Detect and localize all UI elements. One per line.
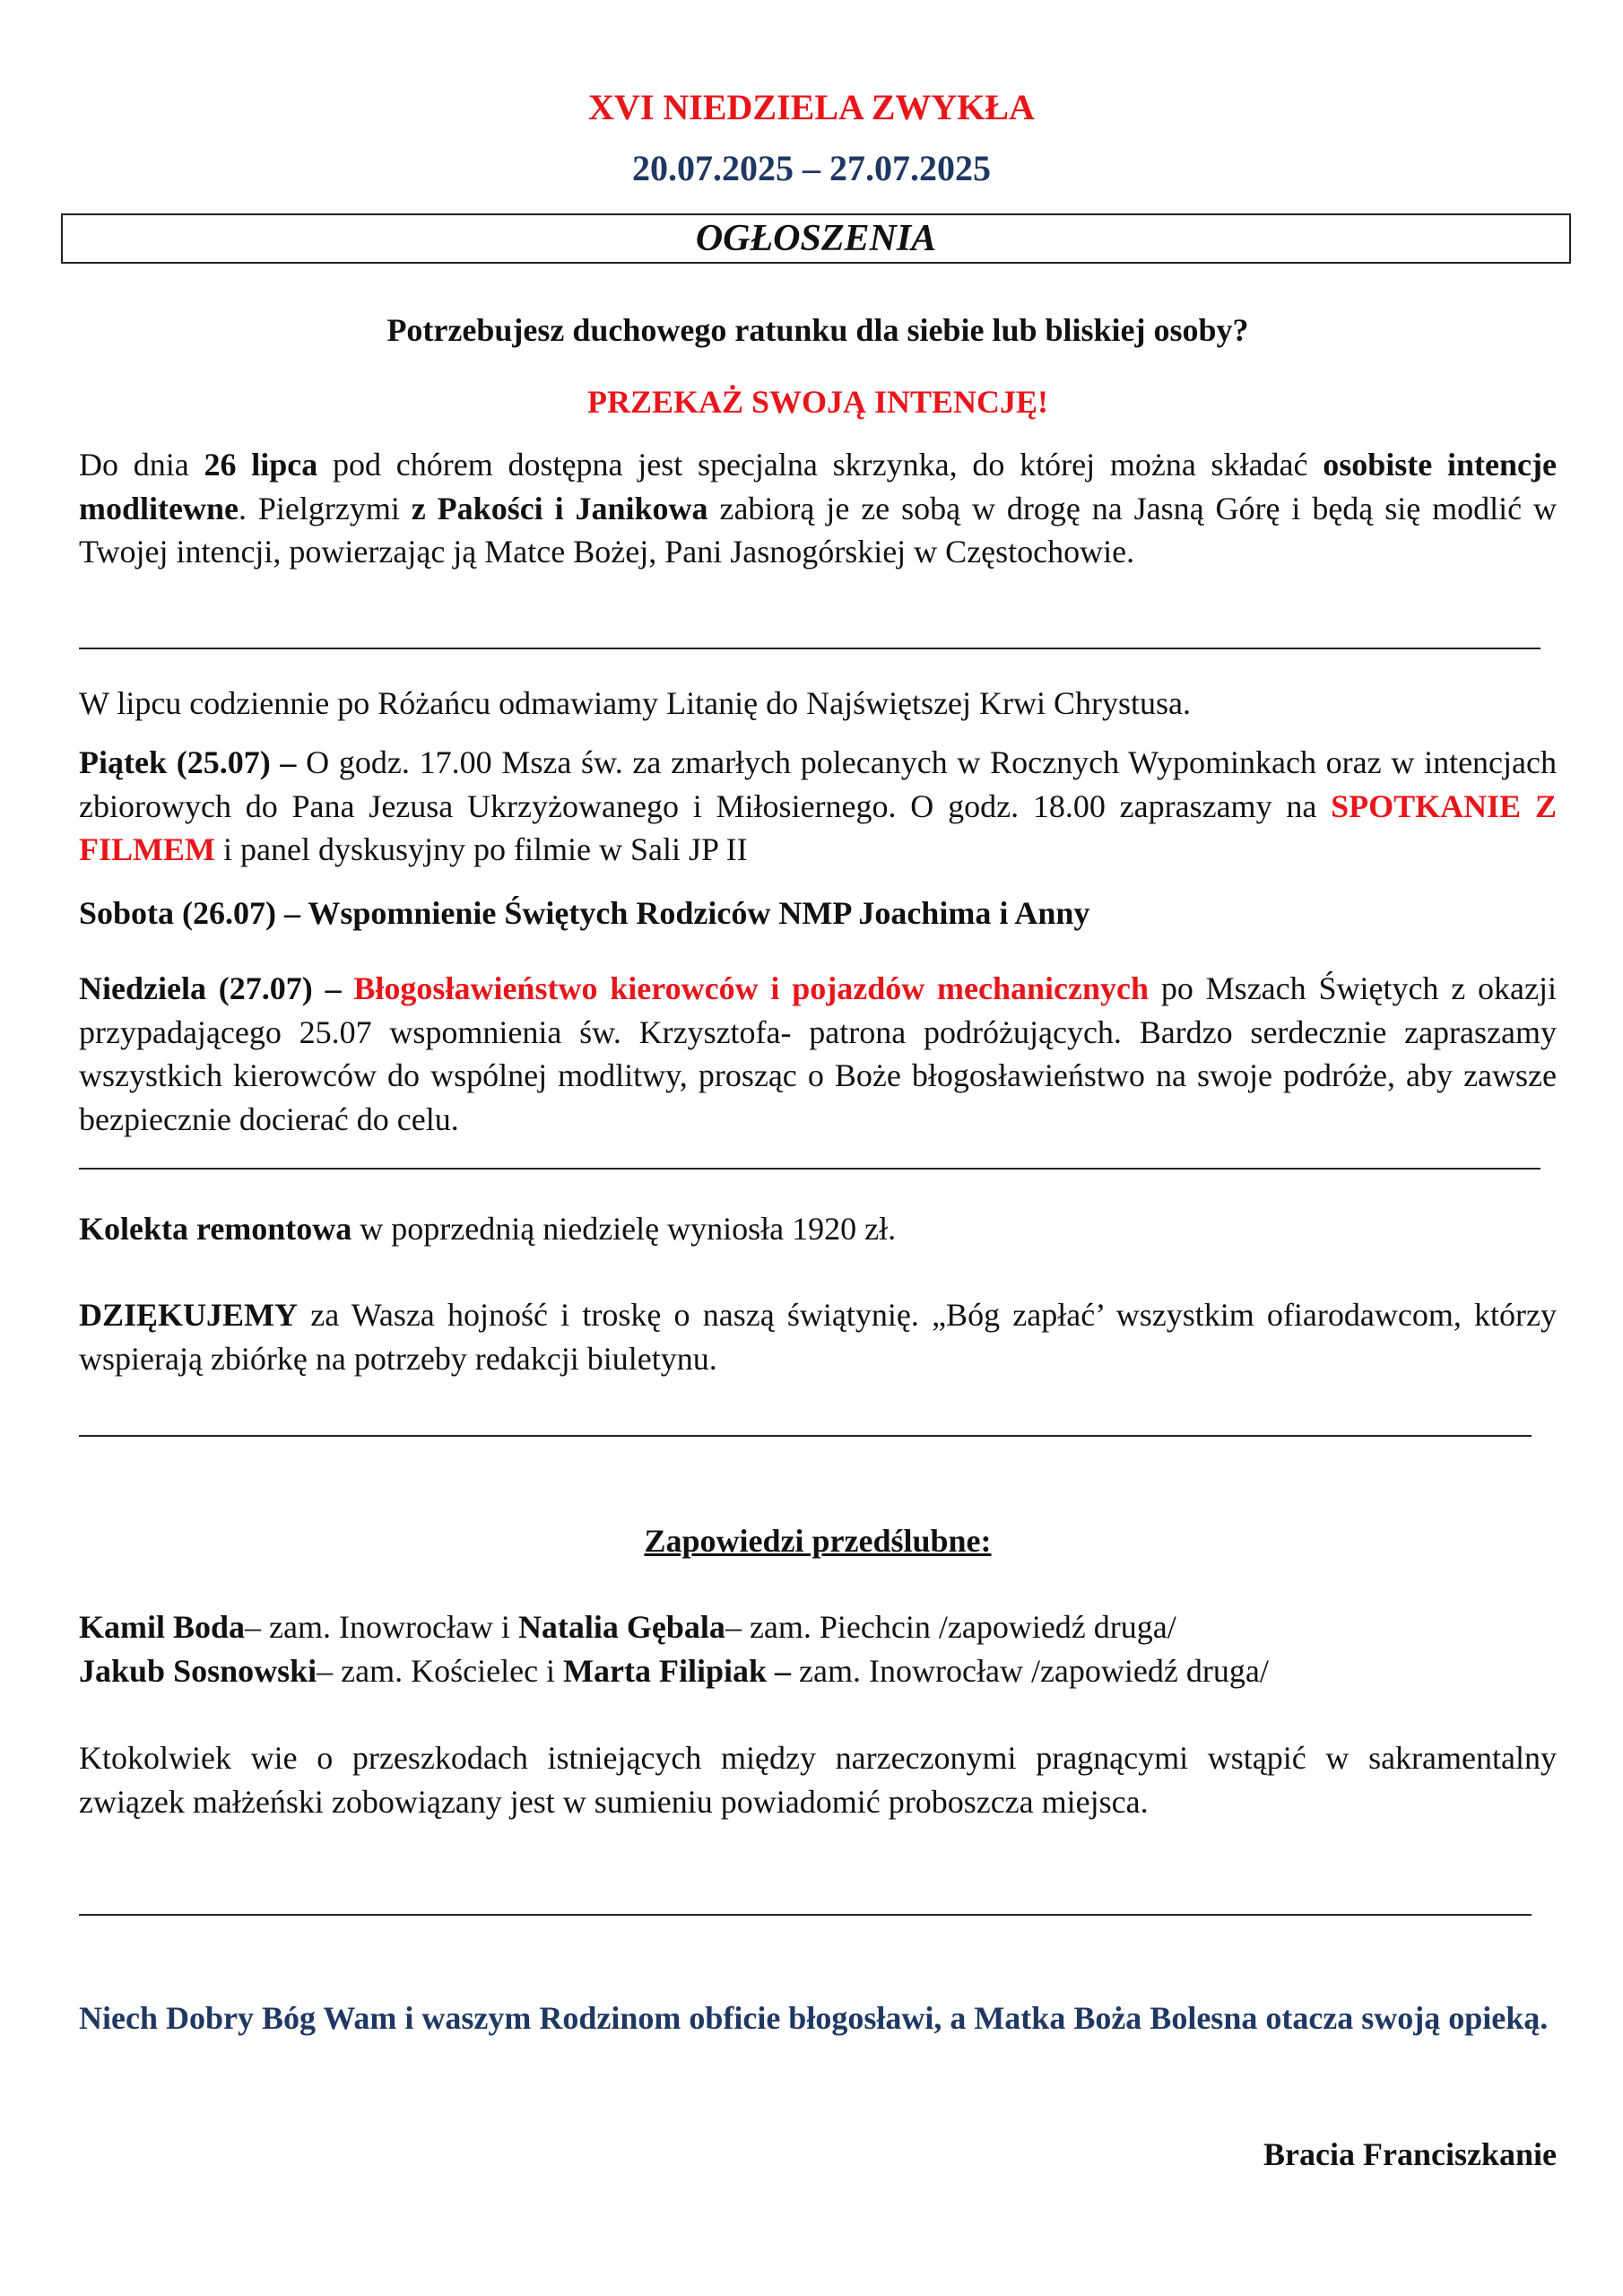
section-heading-box: OGŁOSZENIA [61, 213, 1571, 264]
text-run: po Mszach Świętych z okazji przypadającego 25.07 wspomnienia św. Krzysztofa- patrona podróżujących. Bardzo serdecznie zapraszamy wszystkich kierowców do wspólnej modlitwy, prosząc o Boże błogosławieństwo na swoje podróże, aby zawsze bezpiecznie docierać do celu. [79, 970, 1558, 1137]
groom-name: Kamil Boda [79, 1609, 246, 1645]
event-highlight: SPOTKANIE Z FILMEM [79, 787, 1557, 867]
list-item [79, 1649, 1557, 1693]
collection-label: Kolekta remontowa [79, 1211, 352, 1247]
friday-paragraph [79, 741, 1557, 872]
event-highlight: Błogosławieństwo kierowców i pojazdów mechanicznych [353, 970, 1150, 1006]
sunday-paragraph [79, 967, 1557, 1141]
banns-notice: Ktokolwiek wie o przeszkodach istniejących między narzeczonymi pragnącymi wstąpić w sakramentalny związek małżeński zobowiązany jest w sumieniu powiadomić proboszcza miejsca. [79, 1740, 1557, 1820]
litany-note: W lipcu codziennie po Różańcu odmawiamy Litanię do Najświętszej Krwi Chrystusa. [79, 685, 1192, 721]
text-run: za Wasza hojność i troskę o naszą świątynię. „Bóg zapłać’ wszystkim ofiarodawcom, którzy wspierają zbiórkę na potrzeby redakcji biuletynu. [79, 1297, 1557, 1377]
day-label: Niedziela (27.07) – [79, 970, 342, 1006]
text-run: – zam. Piechcin /zapowiedź druga/ [725, 1609, 1176, 1645]
divider [79, 1914, 1532, 1916]
intention-question: Potrzebujesz duchowego ratunku dla siebie lub bliskiej osoby? [386, 312, 1249, 348]
text-run: pod chórem dostępna jest specjalna skrzynka, do której można składać [317, 447, 1324, 483]
closing-blessing: Niech Dobry Bóg Wam i waszym Rodzinom obficie błogosławi, a Matka Boża Bolesna otacza swoją opieką. [79, 2000, 1549, 2036]
bride-name: Marta Filipiak – [563, 1652, 792, 1689]
text-run: – zam. Kościelec i [317, 1652, 564, 1689]
page-title: XVI NIEDZIELA ZWYKŁA [588, 87, 1035, 127]
intention-paragraph [79, 443, 1557, 574]
divider [79, 1435, 1532, 1437]
emphasis: z Pakości i Janikowa [411, 490, 708, 526]
thanks-paragraph [79, 1293, 1557, 1380]
divider [79, 1168, 1541, 1170]
banns-list [79, 1605, 1557, 1692]
text-run: – zam. Inowrocław i [245, 1609, 518, 1645]
divider [79, 648, 1541, 649]
thanks-label: DZIĘKUJEMY [79, 1297, 299, 1333]
text-run: zabiorą je ze sobą w drogę na Jasną Górę i będą się modlić w Twojej intencji, powierzając ją Matce Bożej, Pani Jasnogórskiej w Częstochowie. [79, 490, 1557, 570]
text-run: w poprzednią niedzielę wyniosła 1920 zł. [352, 1211, 897, 1247]
text-run: Do dnia [79, 447, 204, 483]
emphasis: osobiste intencje modlitewne [79, 447, 1557, 526]
date-highlight: 26 lipca [204, 447, 318, 483]
day-label: Piątek (25.07) – [79, 744, 297, 780]
bride-name: Natalia Gębala [517, 1609, 725, 1645]
list-item [79, 1605, 1557, 1649]
text-run: zam. Inowrocław /zapowiedź druga/ [791, 1652, 1269, 1689]
text-run: i panel dyskusyjny po filmie w Sali JP II [214, 831, 748, 867]
groom-name: Jakub Sosnowski [79, 1652, 317, 1689]
banns-heading: Zapowiedzi przedślubne: [644, 1523, 992, 1559]
collection-line [79, 1207, 1557, 1251]
intention-call: PRZEKAŻ SWOJĄ INTENCJĘ! [586, 384, 1049, 420]
signature: Bracia Franciszkanie [1263, 2136, 1557, 2172]
saturday-line: Sobota (26.07) – Wspomnienie Świętych Rodziców NMP Joachima i Anny [79, 895, 1090, 931]
text-run: . Pielgrzymi [238, 490, 412, 526]
text-run: O godz. 17.00 Msza św. za zmarłych polecanych w Rocznych Wypominkach oraz w intencjach zbiorowych do Pana Jezusa Ukrzyżowanego i Miłosiernego. O godz. 18.00 zapraszamy na [79, 744, 1557, 824]
date-range: 20.07.2025 – 27.07.2025 [632, 148, 991, 188]
